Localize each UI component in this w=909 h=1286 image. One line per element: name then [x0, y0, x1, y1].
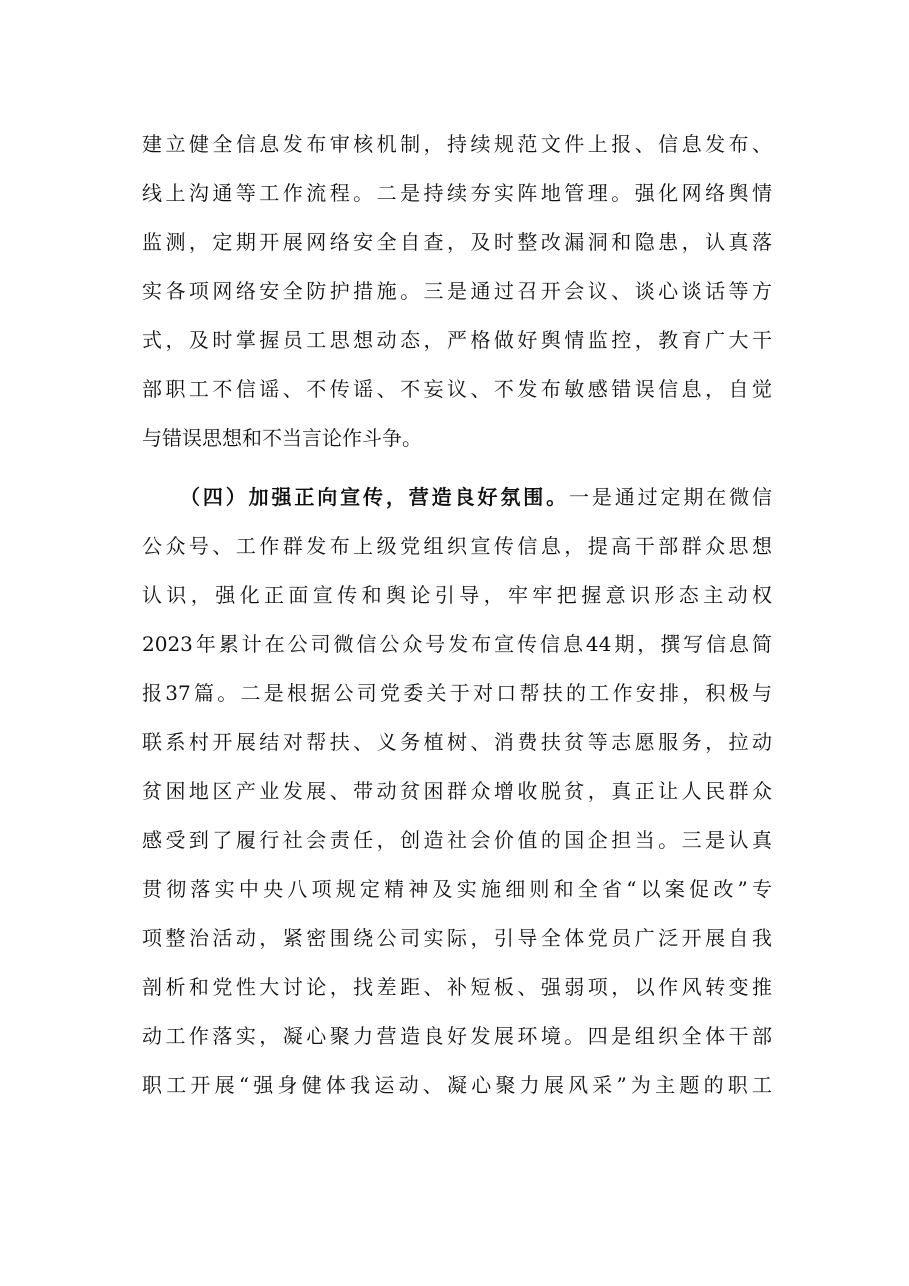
paragraph-1-line-7: 与错误思想和不当言论作斗争。 — [142, 426, 422, 450]
paragraph-2-line-12: 动工作落实，凝心聚力营造良好发展环境。四是组织全体干部 — [142, 1024, 772, 1048]
paragraph-2-line-3: 认识，强化正面宣传和舆论引导，牢牢把握意识形态主动权 — [142, 583, 772, 607]
paragraph-1-line-4: 实各项网络安全防护措施。三是通过召开会议、谈心谈话等方 — [142, 279, 772, 303]
paragraph-2-line-7: 贫困地区产业发展、带动贫困群众增收脱贫，真正让人民群众 — [142, 779, 772, 803]
paragraph-2-line-6: 联系村开展结对帮扶、义务植树、消费扶贫等志愿服务，拉动 — [142, 730, 772, 754]
paragraph-2-line-4: 2023年累计在公司微信公众号发布宣传信息44期，撰写信息简 — [142, 632, 772, 656]
paragraph-2-line-10: 项整治活动，紧密围绕公司实际，引导全体党员广泛开展自我 — [142, 926, 772, 950]
paragraph-1-line-2: 线上沟通等工作流程。二是持续夯实阵地管理。强化网络舆情 — [142, 181, 772, 205]
paragraph-2-line-13: 职工开展“强身健体我运动、凝心聚力展风采”为主题的职工 — [142, 1073, 772, 1097]
paragraph-2-first-line — [180, 484, 772, 510]
paragraph-1-line-5: 式，及时掌握员工思想动态，严格做好舆情监控，教育广大干 — [142, 328, 772, 352]
paragraph-1-line-6: 部职工不信谣、不传谣、不妄议、不发布敏感错误信息，自觉 — [142, 377, 772, 401]
paragraph-2-line-11: 剖析和党性大讨论，找差距、补短板、强弱项，以作风转变推 — [142, 975, 772, 999]
paragraph-2-line-5: 报37篇。二是根据公司党委关于对口帮扶的工作安排，积极与 — [142, 681, 772, 705]
paragraph-1-line-3: 监测，定期开展网络安全自查，及时整改漏洞和隐患，认真落 — [142, 230, 772, 254]
paragraph-1-line-1: 建立健全信息发布审核机制，持续规范文件上报、信息发布、 — [142, 132, 772, 156]
paragraph-2-first-line-text: 一是通过定期在微信 — [568, 485, 773, 509]
paragraph-2-line-8: 感受到了履行社会责任，创造社会价值的国企担当。三是认真 — [142, 828, 772, 852]
paragraph-2-line-2: 公众号、工作群发布上级党组织宣传信息，提高干部群众思想 — [142, 534, 772, 558]
paragraph-2-line-9: 贯彻落实中央八项规定精神及实施细则和全省“以案促改”专 — [142, 877, 772, 901]
section-heading: （四）加强正向宣传，营造良好氛围。 — [180, 485, 569, 509]
